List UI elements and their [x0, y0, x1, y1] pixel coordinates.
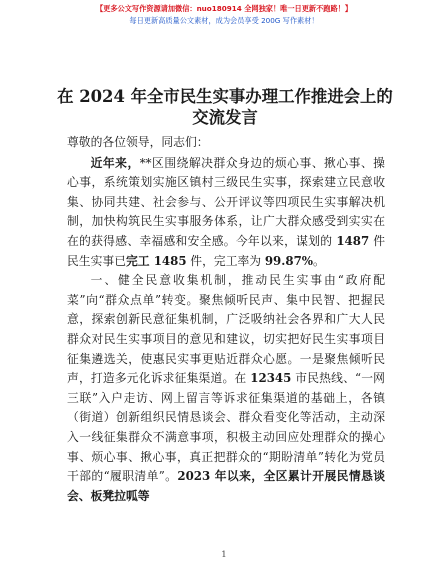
- paragraph-1: [67, 154, 385, 272]
- p2-text-a: 一、健全民意收集机制，推动民生实事由“政府配菜”向“群众点单”转变。聚焦倾听民声、集中民智、把握民意，探索创新民意征集机制，广泛吸纳社会各界和广大人民群众对民生实事项目的意见和建议，切实把好民生实事项目征集遴选关，使惠民实事更贴近群众心愿。一是聚焦倾听民声，打造多元化诉求征集渠道。在: [67, 273, 385, 386]
- p1-num1: 1487: [336, 233, 370, 248]
- p1-text-d: 。: [313, 253, 325, 268]
- p1-done: 完工 1485: [126, 253, 187, 268]
- document-title: 在 2024 年全市民生实事办理工作推进会上的交流发言: [57, 87, 393, 127]
- page-number: 1: [221, 550, 227, 560]
- promo-line-2: 每日更新高质量公文素材，成为会员享受 200G 写作素材！: [129, 16, 319, 25]
- p2-hotline: 12345: [250, 371, 292, 386]
- p2-tail: 2023 年以来，全区累计开展民情恳谈会、板凳拉呱等: [67, 469, 386, 503]
- p2-text-b: 市民热线、“一网三联”入户走访、网上留言等诉求征集渠道的基础上，各镇（街道）创新组织民情恳谈会、群众看变化等活动，主动深入一线征集群众不满意事项，积极主动回应处理群众的操心事、烦心事、揪心事，真正把群众的“期盼清单”转化为党员干部的“履职清单”。: [67, 371, 385, 484]
- greeting: 尊敬的各位领导，同志们：: [67, 135, 209, 149]
- document-body: [67, 133, 385, 506]
- paragraph-2: [67, 271, 385, 506]
- p1-text-c: 件，完工率为: [186, 253, 265, 268]
- p1-lead: 近年来，: [90, 155, 140, 170]
- promo-line-1: 【更多公文写作资源请加微信：nuo180914 全网独家！唯一日更新不跑路！】: [95, 4, 353, 13]
- p1-text-b: 件民生实事已: [67, 233, 385, 268]
- p1-text-a: **区围绕解决群众身边的烦心事、揪心事、操心事，系统策划实施区镇村三级民生实事，探索建立民意收集、协同共建、社会参与、公开评议等四项民生实事解决机制，加快构筑民生实事服务体系，让广大群众感受到实实在在的获得感、幸福感和安全感。今年以来，谋划的: [67, 155, 385, 248]
- promo-banner: [0, 3, 448, 27]
- p1-rate: 99.87%: [264, 253, 313, 268]
